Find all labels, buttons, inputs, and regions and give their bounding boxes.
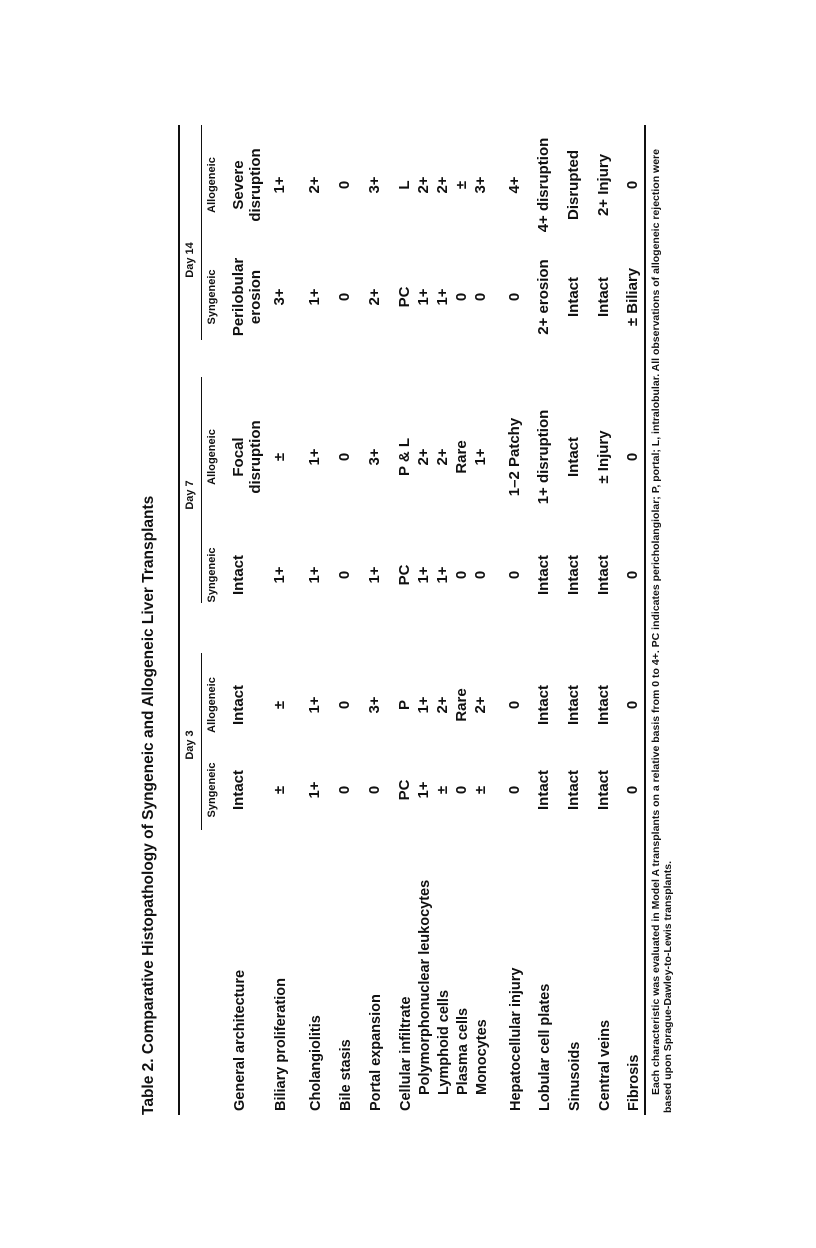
top-rule (178, 125, 180, 1115)
table-cell: Intact (535, 684, 552, 726)
table-cell: PC (396, 564, 413, 586)
table-cell: 4+ disruption (535, 137, 552, 233)
table-cell: PC (396, 286, 413, 308)
table-cell: P (396, 699, 413, 711)
table-cell: Rare (453, 440, 470, 474)
table-cell: 1+ (434, 288, 451, 306)
table-cell: 2+ (306, 176, 323, 194)
table-cell: 1+ (415, 566, 432, 584)
day-7-rule (201, 377, 202, 603)
table-cell: Perilobular erosion (230, 257, 264, 337)
table-cell: 3+ (271, 288, 288, 306)
table-cell: 0 (453, 785, 470, 795)
table-cell: ± (434, 785, 451, 795)
table-cell: Intact (595, 276, 612, 318)
table-cell: 1+ (472, 448, 489, 466)
table-cell: 0 (624, 180, 641, 190)
day-14-header: Day 14 (184, 242, 196, 278)
table-cell: 1+ (415, 696, 432, 714)
day-3-rule (201, 653, 202, 830)
rotated-table-page (120, 115, 690, 1115)
row-label: Portal expansion (368, 994, 384, 1111)
column-header: Syngeneic (206, 269, 218, 325)
row-label: Plasma cells (455, 1007, 471, 1095)
row-label: Central veins (597, 1019, 613, 1111)
table-cell: 2+ Injury (595, 153, 612, 217)
column-header: Allogeneic (206, 429, 218, 485)
table-cell: 0 (336, 785, 353, 795)
table-cell: ± (271, 700, 288, 710)
column-header: Syngeneic (206, 762, 218, 818)
table-cell: ± (453, 180, 470, 190)
table-cell: Intact (595, 769, 612, 811)
table-cell: 0 (336, 452, 353, 462)
table-cell: Severe disruption (230, 148, 264, 222)
table-cell: 3+ (366, 176, 383, 194)
table-cell: 0 (453, 292, 470, 302)
table-cell: 1+ (306, 448, 323, 466)
table-cell: 1+ (306, 696, 323, 714)
table-cell: 0 (506, 700, 523, 710)
table-cell: Intact (565, 769, 582, 811)
table-cell: 1+ (306, 288, 323, 306)
table-cell: 2+ (366, 288, 383, 306)
table-cell: 1+ (366, 566, 383, 584)
row-label: Biliary proliferation (273, 978, 289, 1111)
table-cell: 3+ (472, 176, 489, 194)
bottom-rule (644, 125, 646, 1115)
table-cell: 1+ (306, 566, 323, 584)
table-cell: Intact (595, 554, 612, 596)
table-cell: Intact (230, 684, 247, 726)
table-cell: P & L (396, 437, 413, 477)
table-cell: Rare (453, 688, 470, 722)
table-cell: 2+ (415, 448, 432, 466)
table-cell: ± (271, 452, 288, 462)
day-14-rule (201, 125, 202, 340)
row-label: Lymphoid cells (436, 989, 452, 1095)
row-label: Polymorphonuclear leukocytes (417, 879, 433, 1095)
table-cell: ± (472, 785, 489, 795)
table-cell: 0 (336, 570, 353, 580)
table-cell: 2+ (434, 696, 451, 714)
table-cell: 2+ erosion (535, 259, 552, 335)
table-cell: 2+ (472, 696, 489, 714)
table-cell: 0 (624, 570, 641, 580)
table-cell: PC (396, 779, 413, 801)
table-cell: 0 (506, 785, 523, 795)
row-label: Lobular cell plates (537, 983, 553, 1111)
table-cell: 0 (472, 292, 489, 302)
column-header: Allogeneic (206, 157, 218, 213)
table-cell: 1+ (415, 781, 432, 799)
table-cell: ± (271, 785, 288, 795)
table-cell: 1–2 Patchy (506, 417, 523, 497)
table-cell: 2+ (434, 448, 451, 466)
row-label: Sinusoids (567, 1041, 583, 1111)
table-cell: 3+ (366, 696, 383, 714)
row-label: Monocytes (474, 1019, 490, 1095)
table-cell: 1+ (271, 176, 288, 194)
table-cell: 1+ (415, 288, 432, 306)
row-label: General architecture (232, 969, 248, 1111)
row-label: Bile stasis (338, 1039, 354, 1111)
table-cell: 0 (336, 180, 353, 190)
table-cell: 0 (453, 570, 470, 580)
table-cell: 0 (506, 292, 523, 302)
row-label: Cholangiolitis (308, 1015, 324, 1111)
table-cell: 1+ disruption (535, 409, 552, 505)
table-cell: 0 (624, 452, 641, 462)
table-cell: 1+ (306, 781, 323, 799)
table-cell: 0 (624, 785, 641, 795)
column-header: Syngeneic (206, 547, 218, 603)
table-cell: Intact (535, 554, 552, 596)
day-3-header: Day 3 (184, 730, 196, 760)
table-cell: L (396, 180, 413, 190)
table-cell: 2+ (415, 176, 432, 194)
table-cell: 3+ (366, 448, 383, 466)
table-cell: 0 (472, 570, 489, 580)
table-cell: Intact (535, 769, 552, 811)
table-cell: Intact (565, 276, 582, 318)
table-cell: ± Biliary (624, 267, 641, 327)
day-7-header: Day 7 (184, 480, 196, 510)
table-cell: Intact (595, 684, 612, 726)
table-cell: 0 (624, 700, 641, 710)
table-cell: 0 (336, 292, 353, 302)
table-cell: Intact (565, 436, 582, 478)
row-label: Fibrosis (626, 1054, 642, 1111)
column-header: Allogeneic (206, 677, 218, 733)
table-cell: Intact (230, 769, 247, 811)
table-cell: Disrupted (565, 149, 582, 221)
table-cell: Focal disruption (230, 420, 264, 494)
row-label: Hepatocellular injury (508, 967, 524, 1111)
table-cell: 1+ (271, 566, 288, 584)
table-cell: 4+ (506, 176, 523, 194)
row-label: Cellular infiltrate (398, 996, 414, 1111)
table-cell: 0 (366, 785, 383, 795)
table-title: Table 2. Comparative Histopathology of Syngeneic and Allogeneic Liver Transplants (140, 495, 157, 1115)
table-cell: Intact (565, 684, 582, 726)
table-cell: Intact (565, 554, 582, 596)
table-cell: 0 (336, 700, 353, 710)
table-cell: ± Injury (595, 430, 612, 484)
table-cell: 1+ (434, 566, 451, 584)
table-cell: 2+ (434, 176, 451, 194)
table-footnote: Each characteristic was evaluated in Model A transplants on a relative basis from 0 to 4+. PC indicates pericholangiolar; P, portal; L, intralobular. All observations of allogeneic rejection were based upon Sprague-Dawley-to-Lewis transplants. (650, 149, 674, 1113)
table-cell: 0 (506, 570, 523, 580)
table-cell: Intact (230, 554, 247, 596)
